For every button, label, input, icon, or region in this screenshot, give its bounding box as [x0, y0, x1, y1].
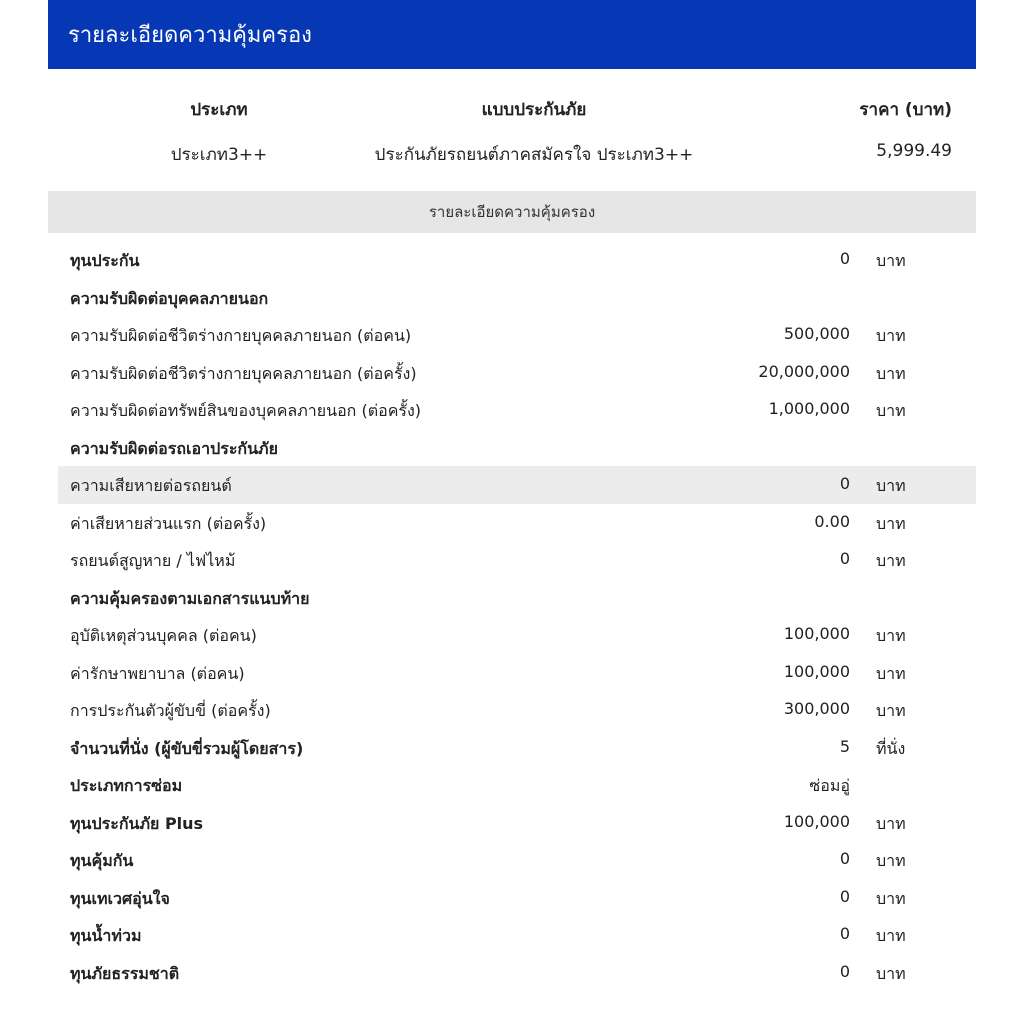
coverage-unit: บาท — [876, 926, 906, 945]
coverage-label: ทุนภัยธรรมชาติ — [70, 963, 180, 983]
coverage-unit: บาท — [876, 663, 906, 683]
coverage-row — [48, 654, 976, 692]
coverage-unit: บาท — [876, 326, 906, 345]
coverage-row — [48, 691, 976, 729]
coverage-row — [48, 316, 976, 354]
coverage-value: 0 — [839, 961, 850, 981]
coverage-value: 0 — [839, 849, 850, 868]
coverage-detail-panel — [48, 0, 976, 1024]
coverage-label: อุบัติเหตุส่วนบุคคล (ต่อคน) — [70, 626, 257, 645]
column-header-type: ประเภท — [190, 100, 248, 120]
coverage-value: 0 — [839, 549, 850, 568]
coverage-row — [48, 429, 976, 467]
coverage-label: ทุนคุ้มกัน — [70, 851, 134, 870]
coverage-label: ความรับผิดต่อชีวิตร่างกายบุคคลภายนอก (ต่อคน) — [70, 326, 412, 345]
coverage-label: การประกันตัวผู้ขับขี่ (ต่อครั้ง) — [70, 701, 271, 720]
coverage-unit: บาท — [876, 401, 906, 420]
coverage-label: ความรับผิดต่อบุคคลภายนอก — [70, 288, 269, 308]
coverage-value: 100,000 — [783, 661, 850, 681]
coverage-row — [48, 916, 976, 954]
coverage-row — [48, 616, 976, 654]
coverage-label: ความคุ้มครองตามเอกสารแนบท้าย — [70, 588, 310, 608]
coverage-value: 0.00 — [814, 511, 850, 531]
coverage-label: จำนวนที่นั่ง (ผู้ขับขี่รวมผู้โดยสาร) — [70, 738, 304, 758]
coverage-unit: บาท — [876, 513, 906, 533]
coverage-label: ประเภทการซ่อม — [70, 776, 183, 795]
coverage-unit: บาท — [876, 363, 906, 383]
policy-plan-cell: ประกันภัยรถยนต์ภาคสมัครใจ ประเภท3++ — [374, 145, 694, 165]
coverage-row — [48, 504, 976, 542]
coverage-row — [48, 729, 976, 767]
summary-table-row — [48, 139, 976, 191]
policy-type-cell: ประเภท3++ — [170, 145, 268, 165]
coverage-unit: บาท — [876, 813, 906, 833]
column-header-plan: แบบประกันภัย — [481, 100, 587, 120]
coverage-section-band — [48, 191, 976, 233]
coverage-unit: บาท — [876, 251, 906, 270]
panel-title: รายละเอียดความคุ้มครอง — [68, 23, 312, 48]
coverage-value: ซ่อมอู่ — [809, 776, 850, 795]
coverage-value: 1,000,000 — [768, 399, 850, 418]
coverage-unit: บาท — [876, 963, 906, 983]
coverage-label: ค่ารักษาพยาบาล (ต่อคน) — [70, 663, 245, 683]
coverage-value: 100,000 — [783, 811, 850, 831]
coverage-section-label: รายละเอียดความคุ้มครอง — [428, 203, 596, 221]
coverage-unit: บาท — [876, 851, 906, 870]
coverage-label: ทุนน้ำท่วม — [70, 926, 142, 945]
coverage-unit: บาท — [876, 551, 906, 570]
panel-header — [48, 0, 976, 69]
coverage-label: ทุนประกัน — [70, 251, 140, 270]
column-header-price: ราคา (บาท) — [859, 100, 952, 120]
coverage-label: ความรับผิดต่อทรัพย์สินของบุคคลภายนอก (ต่อครั้ง) — [70, 401, 422, 420]
coverage-unit: บาท — [876, 888, 906, 908]
coverage-label: ความรับผิดต่อรถเอาประกันภัย — [70, 438, 278, 458]
coverage-value: 500,000 — [783, 324, 850, 343]
coverage-value: 300,000 — [783, 699, 850, 718]
coverage-row — [48, 541, 976, 579]
coverage-row — [48, 279, 976, 317]
coverage-row — [48, 954, 976, 992]
coverage-value: 20,000,000 — [758, 361, 850, 381]
coverage-value: 5 — [839, 736, 850, 756]
coverage-value: 0 — [839, 924, 850, 943]
coverage-row — [48, 879, 976, 917]
coverage-unit: ที่นั่ง — [876, 738, 906, 758]
coverage-label: ทุนเทเวศอุ่นใจ — [70, 888, 170, 908]
coverage-row — [48, 841, 976, 879]
coverage-list — [48, 233, 976, 991]
coverage-value: 0 — [839, 886, 850, 906]
coverage-label: ทุนประกันภัย Plus — [70, 813, 204, 833]
coverage-value: 100,000 — [783, 624, 850, 643]
coverage-label: ความเสียหายต่อรถยนต์ — [70, 476, 232, 495]
coverage-value: 0 — [839, 249, 850, 268]
coverage-row — [48, 766, 976, 804]
summary-table-header — [48, 69, 976, 139]
coverage-unit: บาท — [876, 701, 906, 720]
coverage-row — [48, 804, 976, 842]
coverage-row — [48, 579, 976, 617]
coverage-row — [58, 466, 976, 504]
coverage-label: รถยนต์สูญหาย / ไฟไหม้ — [70, 551, 236, 570]
coverage-value: 0 — [839, 474, 850, 493]
coverage-row — [48, 391, 976, 429]
coverage-unit: บาท — [876, 476, 906, 495]
coverage-label: ความรับผิดต่อชีวิตร่างกายบุคคลภายนอก (ต่อครั้ง) — [70, 363, 417, 383]
policy-price-cell: 5,999.49 — [876, 141, 952, 161]
coverage-label: ค่าเสียหายส่วนแรก (ต่อครั้ง) — [70, 513, 267, 533]
coverage-row — [48, 354, 976, 392]
coverage-row — [48, 241, 976, 279]
coverage-unit: บาท — [876, 626, 906, 645]
